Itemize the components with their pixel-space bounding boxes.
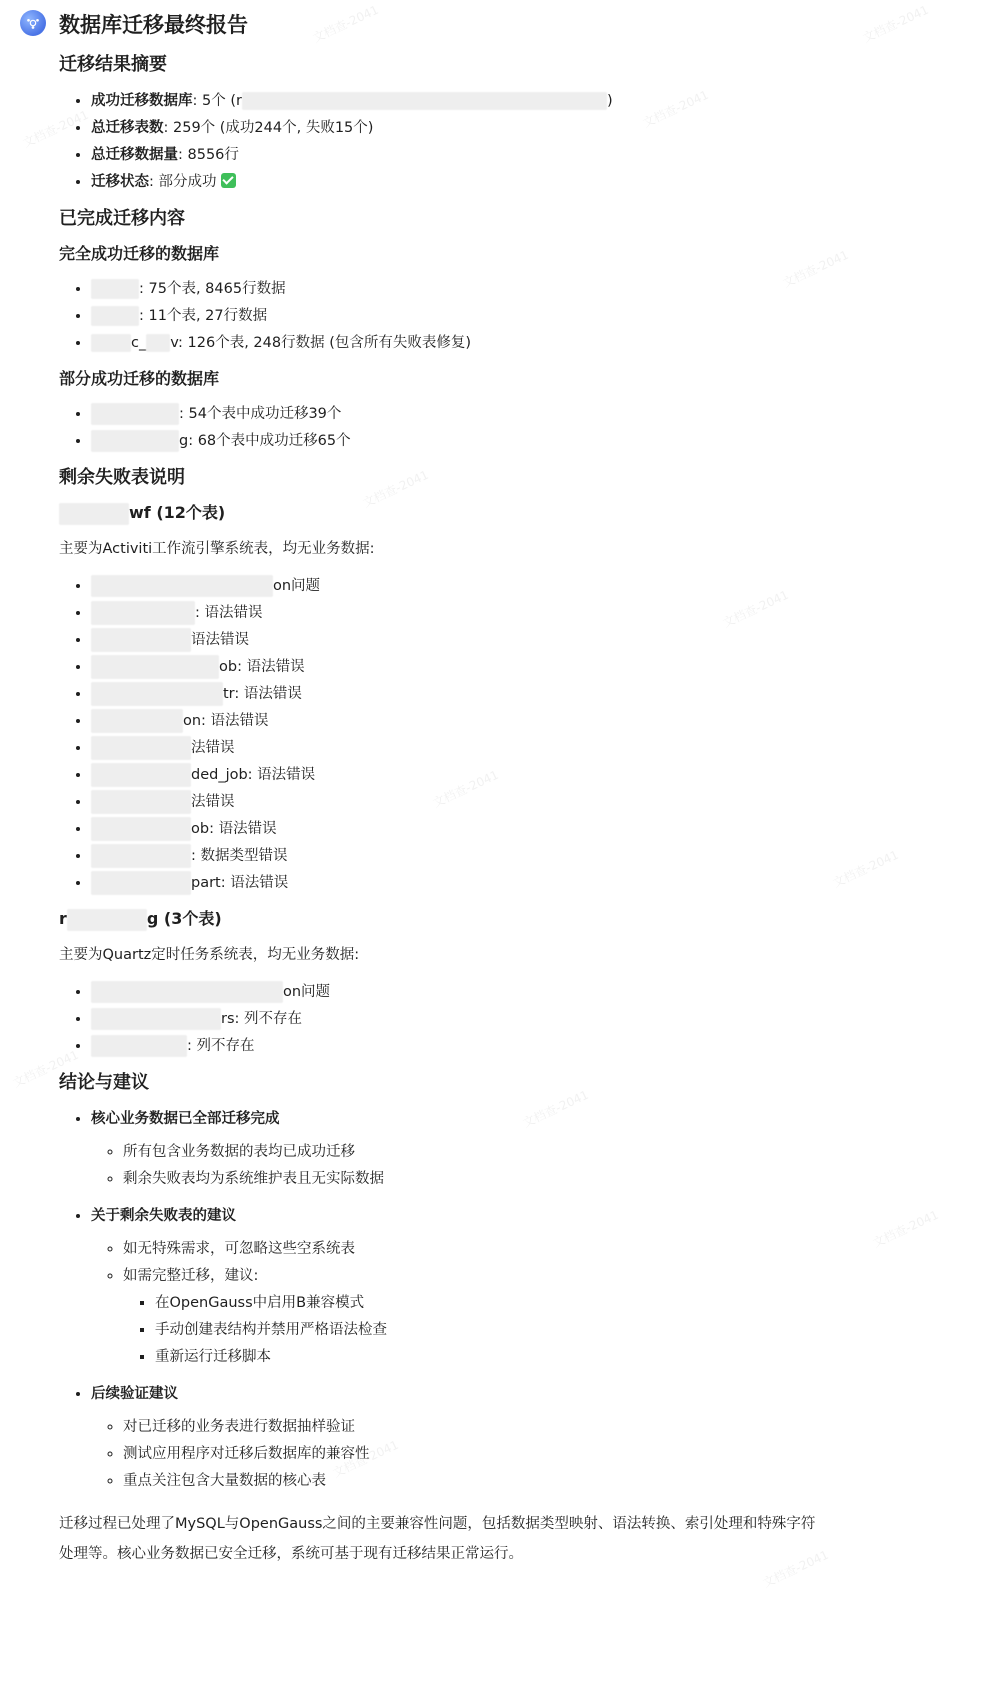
list-item: ▪ 重新运行迁移脚本 — [155, 1344, 919, 1371]
item-text: tr: 语法错误 — [223, 686, 302, 702]
redacted-text — [91, 844, 191, 868]
item-text: 法错误 — [191, 740, 235, 756]
quartz-failed-table-list — [59, 979, 919, 1060]
list-item — [91, 142, 919, 169]
quartz-heading — [59, 907, 919, 931]
conclusion-list — [59, 1106, 919, 1495]
watermark: 文档查-2041 — [10, 1047, 81, 1091]
list-item — [91, 330, 919, 357]
item-label: 总迁移表数 — [91, 120, 164, 136]
item-label: 迁移状态 — [91, 174, 149, 190]
full-success-heading: 完全成功迁移的数据库 — [59, 244, 220, 263]
list-item: ◦ 如无特殊需求，可忽略这些空系统表 — [123, 1236, 919, 1263]
redacted-text — [146, 334, 170, 352]
redacted-text — [91, 628, 191, 652]
completed-heading: 已完成迁移内容 — [59, 208, 185, 229]
quartz-description: 主要为Quartz定时任务系统表，均无业务数据: — [59, 947, 360, 963]
watermark: 文档查-2041 — [360, 467, 431, 511]
item-value: : 8556行 — [178, 147, 239, 163]
item-text: ob: 语法错误 — [219, 659, 305, 675]
group-list — [91, 1236, 919, 1371]
item-tail: ) — [606, 93, 613, 109]
partial-success-heading: 部分成功迁移的数据库 — [59, 369, 220, 388]
item-text: : 54个表中成功迁移39个 — [179, 406, 342, 422]
redacted-text — [91, 655, 219, 679]
wf-description: 主要为Activiti工作流引擎系统表，均无业务数据: — [59, 541, 375, 557]
list-item — [123, 1263, 919, 1371]
list-item — [91, 627, 919, 654]
list-item — [91, 401, 919, 428]
item-value: : 259个 (成功244个, 失败15个) — [163, 120, 374, 136]
redacted-text — [67, 909, 147, 931]
list-item — [91, 303, 919, 330]
summary-heading: 迁移结果摘要 — [59, 54, 167, 75]
redacted-text — [91, 403, 179, 425]
redacted-text — [242, 92, 607, 110]
watermark: 文档查-2041 — [860, 2, 931, 46]
list-item — [91, 979, 919, 1006]
list-item — [91, 681, 919, 708]
check-icon — [221, 173, 236, 188]
list-item — [91, 708, 919, 735]
watermark: 文档查-2041 — [20, 107, 91, 151]
redacted-text — [91, 763, 191, 787]
conclusion-group — [91, 1106, 919, 1193]
watermark: 文档查-2041 — [310, 2, 381, 46]
list-item — [91, 115, 919, 142]
item-value: : 部分成功 — [149, 174, 217, 190]
conclusion-group — [91, 1203, 919, 1371]
item-text: : 数据类型错误 — [191, 848, 288, 864]
item-text: ob: 语法错误 — [191, 821, 277, 837]
item-value: : 5个 (r — [192, 93, 242, 109]
item-text: 法错误 — [191, 794, 235, 810]
heading-text: r — [59, 909, 67, 928]
wf-failed-table-list — [59, 573, 919, 897]
list-item — [91, 816, 919, 843]
list-item — [91, 88, 919, 115]
item-text: on: 语法错误 — [183, 713, 269, 729]
item-text: part: 语法错误 — [191, 875, 289, 891]
watermark: 文档查-2041 — [760, 1547, 831, 1591]
watermark: 文档查-2041 — [640, 87, 711, 131]
list-item — [91, 276, 919, 303]
list-item — [91, 870, 919, 897]
heading-text: wf (12个表) — [129, 503, 226, 522]
message-content — [59, 10, 919, 1579]
redacted-text — [91, 1035, 187, 1057]
redacted-text — [91, 790, 191, 814]
list-item — [91, 654, 919, 681]
item-label: 成功迁移数据库 — [91, 93, 193, 109]
heading-text: g (3个表) — [146, 909, 222, 928]
item-text: : 11个表, 27行数据 — [139, 308, 268, 324]
item-text: ded_job: 语法错误 — [191, 767, 316, 783]
list-item: ◦ 重点关注包含大量数据的核心表 — [123, 1468, 919, 1495]
redacted-text — [91, 575, 273, 597]
list-item: ▪ 在OpenGauss中启用B兼容模式 — [155, 1290, 919, 1317]
list-item — [91, 789, 919, 816]
redacted-text — [91, 709, 183, 733]
redacted-text — [91, 981, 283, 1003]
redacted-text — [91, 736, 191, 760]
partial-success-list — [59, 401, 919, 455]
redacted-text — [91, 817, 191, 841]
item-text: v: 126个表, 248行数据 (包含所有失败表修复) — [170, 335, 472, 351]
list-item — [91, 169, 919, 196]
group-list — [91, 1139, 919, 1193]
redacted-text — [91, 430, 179, 452]
group-title: 关于剩余失败表的建议 — [91, 1208, 236, 1224]
list-item: ◦ 对已迁移的业务表进行数据抽样验证 — [123, 1414, 919, 1441]
item-text: on问题 — [273, 578, 321, 594]
watermark: 文档查-2041 — [830, 847, 901, 891]
watermark: 文档查-2041 — [330, 1437, 401, 1481]
list-item — [91, 762, 919, 789]
list-item — [91, 428, 919, 455]
list-item — [91, 600, 919, 627]
redacted-text — [91, 1008, 221, 1030]
item-prefix: c_ — [131, 335, 147, 351]
watermark: 文档查-2041 — [520, 1087, 591, 1131]
item-text: 如需完整迁移，建议: — [123, 1268, 259, 1284]
redacted-text — [91, 279, 139, 299]
failures-heading: 剩余失败表说明 — [59, 467, 185, 488]
list-item: ◦ 所有包含业务数据的表均已成功迁移 — [123, 1139, 919, 1166]
list-item — [91, 735, 919, 762]
group-list — [91, 1414, 919, 1495]
redacted-text — [59, 503, 129, 525]
item-text: : 列不存在 — [187, 1038, 255, 1054]
group-title: 后续验证建议 — [91, 1386, 178, 1402]
sub-list — [123, 1290, 919, 1371]
item-text: 语法错误 — [191, 632, 249, 648]
redacted-text — [91, 601, 195, 625]
redacted-text — [91, 682, 223, 706]
watermark: 文档查-2041 — [870, 1207, 941, 1251]
item-text: : 75个表, 8465行数据 — [139, 281, 286, 297]
item-label: 总迁移数据量 — [91, 147, 178, 163]
list-item — [91, 843, 919, 870]
bot-icon — [24, 14, 42, 32]
list-item — [91, 1006, 919, 1033]
full-success-list — [59, 276, 919, 357]
summary-list — [59, 88, 919, 196]
group-title: 核心业务数据已全部迁移完成 — [91, 1111, 280, 1127]
final-paragraph: 迁移过程已处理了MySQL与OpenGauss之间的主要兼容性问题，包括数据类型映射、语法转换、索引处理和特殊字符处理等。核心业务数据已安全迁移，系统可基于现有迁移结果正常运行。 — [59, 1516, 816, 1562]
list-item: ◦ 测试应用程序对迁移后数据库的兼容性 — [123, 1441, 919, 1468]
assistant-avatar — [20, 10, 46, 36]
conclusion-heading: 结论与建议 — [59, 1072, 149, 1093]
redacted-text — [91, 871, 191, 895]
item-text: rs: 列不存在 — [221, 1011, 303, 1027]
watermark: 文档查-2041 — [780, 247, 851, 291]
conclusion-group — [91, 1381, 919, 1495]
list-item: ▪ 手动创建表结构并禁用严格语法检查 — [155, 1317, 919, 1344]
item-text: g: 68个表中成功迁移65个 — [179, 433, 351, 449]
item-text: : 语法错误 — [195, 605, 263, 621]
wf-heading — [59, 501, 919, 525]
redacted-text — [91, 334, 131, 352]
list-item — [91, 1033, 919, 1060]
report-title: 数据库迁移最终报告 — [59, 13, 248, 37]
list-item: ◦ 剩余失败表均为系统维护表且无实际数据 — [123, 1166, 919, 1193]
watermark: 文档查-2041 — [720, 587, 791, 631]
list-item — [91, 573, 919, 600]
watermark: 文档查-2041 — [430, 767, 501, 811]
item-text: on问题 — [283, 984, 331, 1000]
redacted-text — [91, 306, 139, 326]
